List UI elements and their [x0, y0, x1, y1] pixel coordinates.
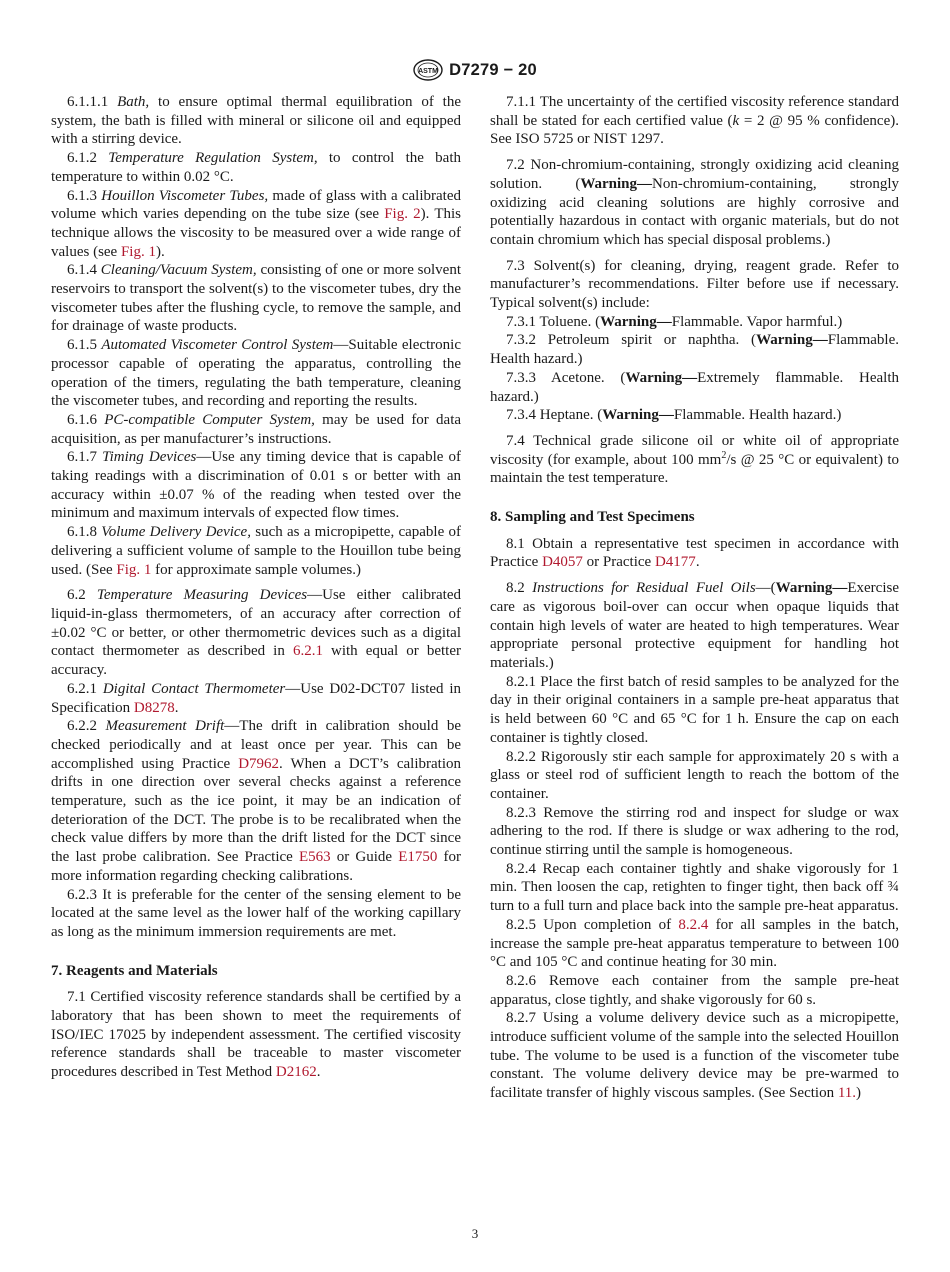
- para-8-2: 8.2 Instructions for Residual Fuel Oils—(Warning—Exercise care as vigorous boil-over can occur when opaque liquids that contain high levels of water are heated to high temperatures. Wear appropriate personal protective equipment for handling hot materials.): [490, 580, 899, 671]
- fig-2-link[interactable]: Fig. 2: [384, 206, 421, 223]
- e563-link[interactable]: E563: [298, 849, 331, 866]
- fig-1-link[interactable]: Fig. 1: [116, 561, 152, 578]
- section-6-2-1-link[interactable]: 6.2.1: [292, 643, 323, 660]
- para-6-1-3: 6.1.3 Houillon Viscometer Tubes, made of glass with a calibrated volume which varies depending on the tube size (see Fig. 2). This technique allows the viscosity to be measured over a wide range of values (see Fig. 1).: [51, 187, 461, 260]
- para-7-3: 7.3 Solvent(s) for cleaning, drying, reagent grade. Refer to manufacturer’s recommendations. Filter before use if necessary. Typical solvent(s) include:: [490, 257, 899, 312]
- section-8-heading: 8. Sampling and Test Specimens: [490, 509, 695, 526]
- para-8-2-2: 8.2.2 Rigorously stir each sample for approximately 20 s with a glass or steel rod of sufficient length to reach the bottom of the container.: [490, 748, 899, 802]
- para-8-1: 8.1 Obtain a representative test specimen in accordance with Practice D4057 or Practice D4177.: [490, 535, 899, 571]
- e1750-link[interactable]: E1750: [398, 849, 438, 866]
- para-8-2-6: 8.2.6 Remove each container from the sample pre-heat apparatus, close tightly, and shake vigorously for 60 s.: [490, 972, 899, 1008]
- para-6-1-4: 6.1.4 Cleaning/Vacuum System, consisting of one or more solvent reservoirs to transport the solvent(s) to the viscometer tubes, dry the viscometer tubes after the flushing cycle, to remove the sample, and for drainage of waste products.: [51, 262, 462, 335]
- para-6-2-3: 6.2.3 It is preferable for the center of the sensing element to be located at the same level as the lower half of the working capillary as long as the minimum immersion requirements are met.: [51, 886, 461, 940]
- para-7-1: 7.1 Certified viscosity reference standards shall be certified by a laboratory that has been shown to meet the requirements of ISO/IEC 17025 by independent assessment. The certified viscosity reference standards shall be traceable to master viscometer procedures described in Test Method D2162.: [51, 989, 461, 1081]
- para-6-1-8: 6.1.8 Volume Delivery Device, such as a micropipette, capable of delivering a sufficient volume of sample to the Houillon tube being used. (See Fig. 1 for approximate sample volumes.): [51, 524, 462, 578]
- section-8-2-4-link[interactable]: 8.2.4: [678, 916, 709, 933]
- fig-1-link[interactable]: Fig. 1: [120, 243, 156, 260]
- section-11-link[interactable]: 11.: [837, 1085, 857, 1102]
- para-7-4: 7.4 Technical grade silicone oil or white oil of appropriate viscosity (for example, about 100 $mm^2/s$ @ 25 °C or equivalent) to maintain the test temperature.: [490, 432, 899, 487]
- para-8-2-1: 8.2.1 Place the first batch of resid samples to be analyzed for the day in their original containers in a sample pre-heat apparatus that is held between 60 °C and 65 °C for 1 h. Ensure the cap on each container is tightly closed.: [490, 673, 899, 746]
- d4177-link[interactable]: D4177: [654, 554, 696, 571]
- para-6-2-1: 6.2.1 Digital Contact Thermometer—Use D02-DCT07 listed in Specification D8278.: [51, 680, 461, 716]
- para-8-2-7: 8.2.7 Using a volume delivery device such as a micropipette, introduce sufficient volume of the sample into the selected Houillon tube. The volume to be used is a function of the viscometer tube constant. The volume delivery device may be pre-warmed to facilitate transfer of highly viscous samples. (See Section 11.): [490, 1010, 899, 1102]
- para-7-1-1: 7.1.1 The uncertainty of the certified viscosity reference standard shall be stated for each certified value (k = 2 @ 95 % confidence). See ISO 5725 or NIST 1297.: [490, 94, 899, 148]
- para-8-2-3: 8.2.3 Remove the stirring rod and inspect for sludge or wax adhering to the rod. If there is sludge or wax adhering to the rod, continue stirring until the sample is homogeneous.: [490, 804, 899, 859]
- page-header: [0, 58, 950, 82]
- para-8-2-5: 8.2.5 Upon completion of 8.2.4 for all samples in the batch, increase the sample pre-heat apparatus temperature to between 100 °C and 105 °C and continue heating for 30 min.: [490, 916, 899, 971]
- d4057-link[interactable]: D4057: [542, 554, 583, 571]
- para-6-2-2: 6.2.2 Measurement Drift—The drift in calibration should be checked periodically and at least once per year. This can be accomplished using Practice D7962. When a DCT’s calibration drifts in one direction over several checks against a reference temperature, such as the ice point, it may be an indication of deterioration of the DCT. The probe is to be recalibrated when the check value differs by more than the drift listed for the DCT since the last probe calibration. See Practice E563 or Guide E1750 for more information regarding checking calibrations.: [51, 718, 461, 884]
- astm-logo-icon: [413, 59, 443, 81]
- para-7-3-1: 7.3.1 Toluene. (Warning—Flammable. Vapor harmful.): [506, 313, 843, 330]
- para-6-2: 6.2 Temperature Measuring Devices—Use either calibrated liquid-in-glass thermometers, of an accuracy after correction of ±0.02 °C or better, or other thermometric devices such as a digital contact thermometer as described in 6.2.1 with equal or better accuracy.: [51, 587, 462, 679]
- d2162-link[interactable]: D2162: [275, 1064, 317, 1081]
- document-designation: D7279 − 20: [449, 60, 537, 79]
- para-6-1-2: 6.1.2 Temperature Regulation System, to control the bath temperature to within 0.02 °C.: [51, 150, 461, 185]
- left-column: [51, 93, 461, 1082]
- para-6-1-5: 6.1.5 Automated Viscometer Control System—Suitable electronic processor capable of operating the apparatus, controlling the operation of the timers, regulating the bath temperature, cleaning the viscometer tubes, and recording and reporting the results.: [51, 337, 461, 410]
- section-7-heading: 7. Reagents and Materials: [51, 962, 218, 979]
- page-number: 3: [471, 1226, 479, 1241]
- d8278-link[interactable]: D8278: [133, 699, 175, 716]
- para-6-1-7: 6.1.7 Timing Devices—Use any timing device that is capable of taking readings with a discrimination of 0.01 s or better with an accuracy within ±0.07 % of the reading when tested over the minimum and maximum intervals of expected flow times.: [51, 449, 461, 522]
- para-7-3-4: 7.3.4 Heptane. (Warning—Flammable. Health hazard.): [506, 407, 842, 424]
- para-7-3-3: 7.3.3 Acetone. (Warning—Extremely flammable. Health hazard.): [490, 369, 899, 405]
- para-6-1-6: 6.1.6 PC-compatible Computer System, may be used for data acquisition, as per manufacturer’s instructions.: [51, 411, 462, 447]
- svg-text:ASTM: ASTM: [418, 68, 439, 75]
- para-7-3-2: 7.3.2 Petroleum spirit or naphtha. (Warning—Flammable. Health hazard.): [490, 332, 899, 368]
- para-7-2: 7.2 Non-chromium-containing, strongly oxidizing acid cleaning solution. (Warning—Non-chromium-containing, strongly oxidizing acid cleaning solutions are highly corrosive and potentially hazardous in contact with organic materials, but do not contain chromium which has special disposal problems.): [490, 157, 899, 248]
- right-column: [490, 93, 899, 1103]
- para-8-2-4: 8.2.4 Recap each container tightly and shake vigorously for 1 min. Then loosen the cap, retighten to finger tight, then back off ¾ turn to a full turn and place back into the sample pre-heat apparatus.: [490, 860, 899, 915]
- d7962-link[interactable]: D7962: [238, 755, 280, 772]
- para-6-1-1-1: 6.1.1.1 Bath, to ensure optimal thermal equilibration of the system, the bath is filled with mineral or silicone oil and equipped with a stirring device.: [51, 94, 461, 148]
